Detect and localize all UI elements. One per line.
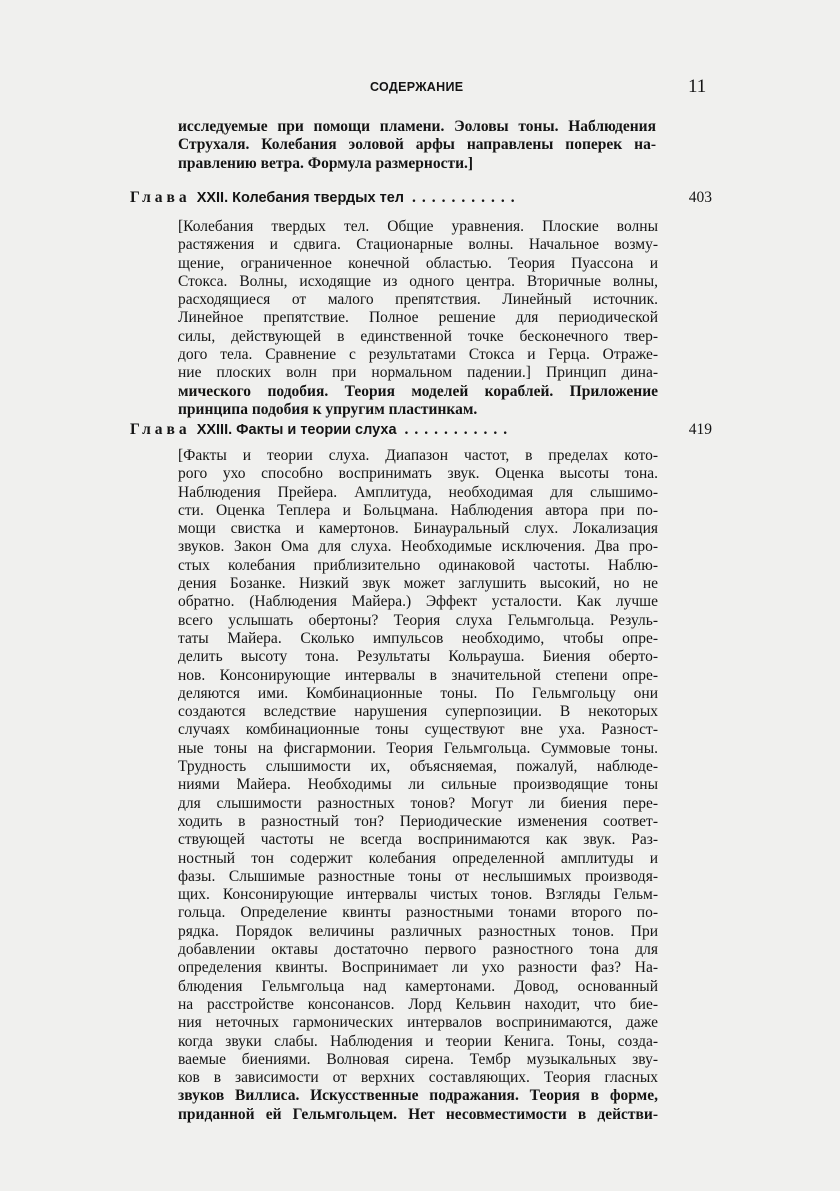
summary-line: деляются ими. Комбинационные тоны. По Гельмгольцу они bbox=[178, 684, 658, 702]
summary-line: для слышимости разностных тонов? Могут ли биения пере- bbox=[178, 794, 658, 812]
chapter-22-page-ref: 403 bbox=[688, 189, 712, 206]
chapter-word: Глава bbox=[130, 189, 191, 206]
summary-line: звуков Виллиса. Искусственные подражания. Теория в форме, bbox=[178, 1087, 658, 1105]
chapter-word: Глава bbox=[130, 421, 191, 438]
running-title: СОДЕРЖАНИЕ bbox=[370, 80, 464, 94]
chapter-23-page-ref: 419 bbox=[688, 421, 712, 438]
summary-line: блюдения Гельмгольца над камертонами. Довод, основанный bbox=[178, 977, 658, 995]
summary-line: ниями Майера. Необходимы ли сильные производящие тоны bbox=[178, 776, 658, 794]
summary-line: Стокса. Волны, исходящие из одного центра. Вторичные волны, bbox=[178, 272, 658, 290]
summary-line: ков в зависимости от верхних составляющих. Теория гласных bbox=[178, 1069, 658, 1087]
intro-paragraph bbox=[178, 118, 656, 173]
summary-line: расходящиеся от малого препятствия. Линейный источник. bbox=[178, 291, 658, 309]
summary-line: случаях комбинационные тоны существуют вне уха. Разност- bbox=[178, 721, 658, 739]
summary-line: рого ухо способно воспринимать звук. Оценка высоты тона. bbox=[178, 465, 658, 483]
summary-line: ние плоских волн при нормальном падении.] Принцип дина- bbox=[178, 364, 658, 382]
summary-line: нов. Консонирующие интервалы в значительной степени опре- bbox=[178, 666, 658, 684]
chapter-22-heading bbox=[130, 189, 712, 211]
summary-line: добавлении октавы достаточно первого разностного тона для bbox=[178, 941, 658, 959]
summary-line: ваемые биениями. Волновая сирена. Тембр музыкальных зву- bbox=[178, 1050, 658, 1068]
summary-line: ния неточных гармонических интервалов воспринимаются, даже bbox=[178, 1014, 658, 1032]
summary-line: гольца. Определение квинты разностными тонами второго по- bbox=[178, 904, 658, 922]
summary-line: дого тела. Сравнение с результатами Стокса и Герца. Отраже- bbox=[178, 346, 658, 364]
summary-line: Трудность слышимости их, объясняемая, пожалуй, наблюде- bbox=[178, 758, 658, 776]
summary-line: ствующей частоты не всегда воспринимаются как звук. Раз- bbox=[178, 831, 658, 849]
summary-line: щение, ограниченное конечной областью. Теория Пуассона и bbox=[178, 254, 658, 272]
summary-line: силы, действующей в единственной точке бесконечного твер- bbox=[178, 327, 658, 345]
chapter-23-summary bbox=[178, 447, 658, 1124]
summary-line: щих. Консонирующие интервалы чистых тонов. Взгляды Гельм- bbox=[178, 886, 658, 904]
summary-line: [Факты и теории слуха. Диапазон частот, в пределах кото- bbox=[178, 447, 658, 464]
summary-line: дения Бозанке. Низкий звук может заглушить высокий, но не bbox=[178, 575, 658, 593]
chapter-22-summary bbox=[178, 218, 658, 419]
page-number: 11 bbox=[688, 76, 707, 97]
intro-line: исследуемые при помощи пламени. Эоловы тоны. Наблюдения bbox=[178, 118, 656, 135]
summary-line: ные тоны на фисгармонии. Теория Гельмгольца. Суммовые тоны. bbox=[178, 739, 658, 757]
summary-line: обратно. (Наблюдения Майера.) Эффект усталости. Как лучше bbox=[178, 593, 658, 611]
summary-line: таты Майера. Сколько импульсов необходимо, чтобы опре- bbox=[178, 629, 658, 647]
dot-leader: ........... bbox=[404, 421, 514, 438]
summary-line: звуков. Закон Ома для слуха. Необходимые исключения. Два про- bbox=[178, 538, 658, 556]
chapter-22-title: XXII. Колебания твердых тел bbox=[196, 190, 405, 206]
summary-line: всего услышать обертоны? Теория слуха Гельмгольца. Резуль- bbox=[178, 611, 658, 629]
summary-line: сти. Оценка Теплера и Больцмана. Наблюдения автора при по- bbox=[178, 501, 658, 519]
dot-leader: ........... bbox=[412, 189, 521, 206]
summary-line: принципа подобия к упругим пластинкам. bbox=[178, 400, 478, 418]
intro-line: Струхаля. Колебания эоловой арфы направлены поперек на- bbox=[178, 136, 656, 154]
summary-line: ходить в разностный тон? Периодические изменения соответ- bbox=[178, 812, 658, 830]
intro-line: правлению ветра. Формула размерности.] bbox=[178, 154, 474, 172]
summary-line: ностный тон содержит колебания определенной амплитуды и bbox=[178, 849, 658, 867]
summary-line: фазы. Слышимые разностные тоны от неслышимых производя- bbox=[178, 867, 658, 885]
summary-line: на расстройстве консонансов. Лорд Кельвин находит, что бие- bbox=[178, 995, 658, 1013]
summary-line: когда звуки слабы. Наблюдения и теории Кенига. Тоны, созда- bbox=[178, 1032, 658, 1050]
summary-line: растяжения и сдвига. Стационарные волны. Начальное возму- bbox=[178, 236, 658, 254]
summary-line: приданной ей Гельмгольцем. Нет несовместимости в действи- bbox=[178, 1105, 658, 1123]
summary-line: [Колебания твердых тел. Общие уравнения. Плоские волны bbox=[178, 218, 658, 235]
summary-line: стых колебания приблизительно одинаковой частоты. Наблю- bbox=[178, 556, 658, 574]
chapter-23-heading bbox=[130, 421, 712, 443]
chapter-23-title: XXIII. Факты и теории слуха bbox=[196, 422, 397, 438]
summary-line: создаются вследствие нарушения суперпозиции. В некоторых bbox=[178, 703, 658, 721]
summary-line: Линейное препятствие. Полное решение для периодической bbox=[178, 309, 658, 327]
summary-line: мического подобия. Теория моделей кораблей. Приложение bbox=[178, 382, 658, 400]
summary-line: Наблюдения Прейера. Амплитуда, необходимая для слышимо- bbox=[178, 483, 658, 501]
summary-line: делить высоту тона. Результаты Кольрауша. Биения оберто- bbox=[178, 648, 658, 666]
summary-line: рядка. Порядок величины различных разностных тонов. При bbox=[178, 922, 658, 940]
summary-line: определения квинты. Воспринимает ли ухо разности фаз? На- bbox=[178, 959, 658, 977]
summary-line: мощи свистка и камертонов. Бинауральный слух. Локализация bbox=[178, 520, 658, 538]
